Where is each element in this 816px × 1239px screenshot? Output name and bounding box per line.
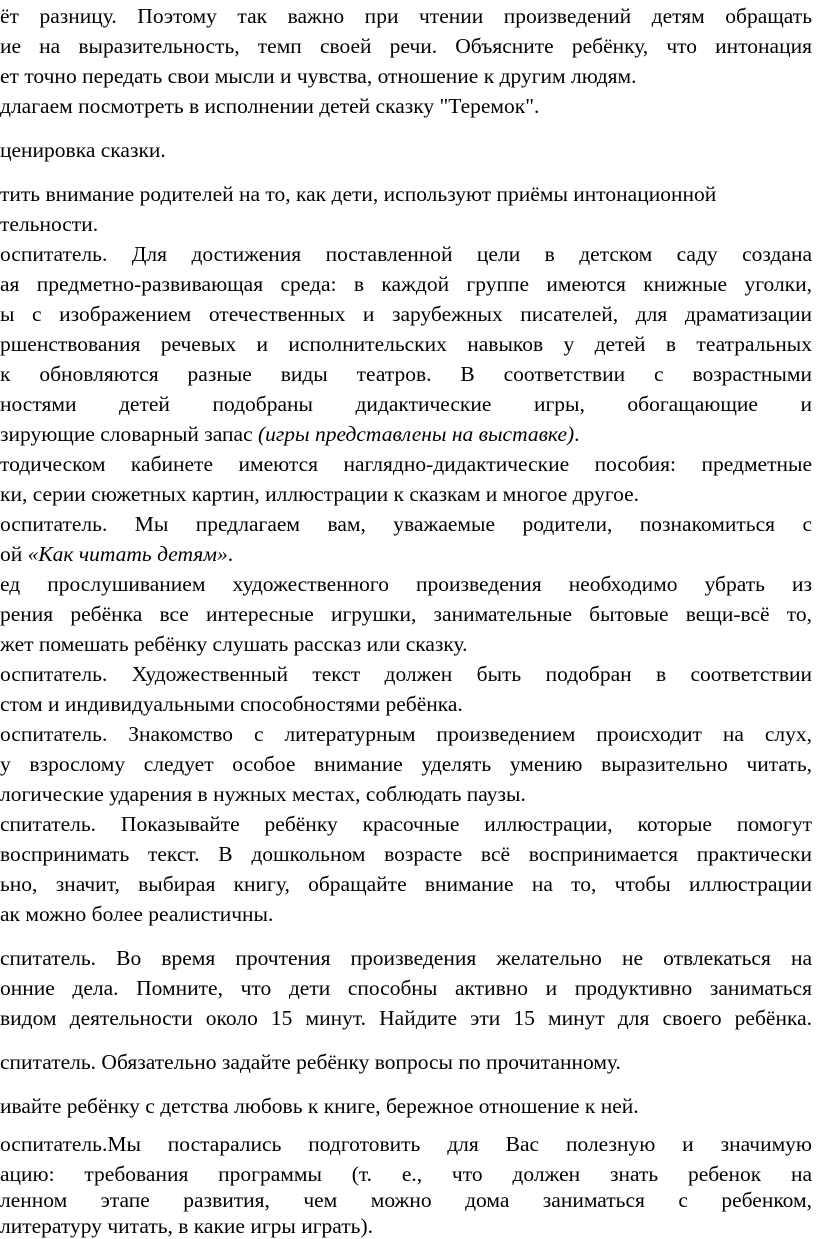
text-line: ршенствования речевых и исполнительских навыков у детей в театральных — [0, 332, 812, 356]
text-line: ед прослушиванием художественного произведения необходимо убрать из — [0, 572, 812, 596]
text-line: воспринимать текст. В дошкольном возрасте всё воспринимается практически — [0, 842, 812, 866]
text-line: ностями детей подобраны дидактические игры, обогащающие и — [0, 392, 812, 416]
text-line: ки, серии сюжетных картин, иллюстрации к сказкам и многое другое. — [0, 482, 640, 506]
text-line: оспитатель.Мы постарались подготовить для Вас полезную и значимую — [0, 1132, 812, 1156]
text-line: ая предметно-развивающая среда: в каждой группе имеются книжные уголки, — [0, 272, 812, 296]
text-line: ак можно более реалистичны. — [0, 902, 274, 926]
text-line: литературу читать, в какие игры играть). — [0, 1214, 374, 1238]
text-line: зирующие словарный запас (игры представлены на выставке). — [0, 422, 580, 446]
text-line: ьно, значит, выбирая книгу, обращайте внимание на то, чтобы иллюстрации — [0, 872, 812, 896]
text-line: оспитатель. Художественный текст должен быть подобран в соответствии — [0, 662, 812, 686]
text-line: ценировка сказки. — [0, 138, 166, 162]
text-line: к обновляются разные виды театров. В соответствии с возрастными — [0, 362, 812, 386]
text-line: ивайте ребёнку с детства любовь к книге, бережное отношение к ней. — [0, 1094, 639, 1118]
text-line: ой «Как читать детям». — [0, 542, 234, 566]
text-line: спитатель. Во время прочтения произведения желательно не отвлекаться на — [0, 946, 812, 970]
text-line: спитатель. Показывайте ребёнку красочные иллюстрации, которые помогут — [0, 812, 812, 836]
text-line: жет помешать ребёнку слушать рассказ или сказку. — [0, 632, 468, 656]
text-line: оспитатель. Мы предлагаем вам, уважаемые родители, познакомиться с — [0, 512, 812, 536]
text-line: видом деятельности около 15 минут. Найдите эти 15 минут для своего ребёнка. — [0, 1006, 812, 1030]
text-line: ет точно передать свои мысли и чувства, отношение к другим людям. — [0, 64, 637, 88]
text-line: ие на выразительность, темп своей речи. Объясните ребёнку, что интонация — [0, 34, 812, 58]
text-line: рения ребёнка все интересные игрушки, занимательные бытовые вещи-всё то, — [0, 602, 812, 626]
text-line: ленном этапе развития, чем можно дома заниматься с ребенком, — [0, 1188, 812, 1212]
text-line: ёт разницу. Поэтому так важно при чтении произведений детям обращать — [0, 4, 812, 28]
text-line: ацию: требования программы (т. е., что должен знать ребенок на — [0, 1162, 812, 1186]
text-line: тельности. — [0, 212, 99, 236]
text-line: длагаем посмотреть в исполнении детей сказку "Теремок". — [0, 94, 540, 118]
text-line: спитатель. Обязательно задайте ребёнку вопросы по прочитанному. — [0, 1050, 621, 1074]
text-line: онние дела. Помните, что дети способны активно и продуктивно заниматься — [0, 976, 812, 1000]
text-line: ы с изображением отечественных и зарубежных писателей, для драматизации — [0, 302, 812, 326]
text-line: стом и индивидуальными способностями ребёнка. — [0, 692, 463, 716]
text-line: оспитатель. Для достижения поставленной цели в детском саду создана — [0, 242, 812, 266]
text-line: тить внимание родителей на то, как дети, используют приёмы интонационной — [0, 182, 717, 206]
text-line: у взрослому следует особое внимание уделять умению выразительно читать, — [0, 752, 812, 776]
text-line: оспитатель. Знакомство с литературным произведением происходит на слух, — [0, 722, 812, 746]
text-line: тодическом кабинете имеются наглядно-дидактические пособия: предметные — [0, 452, 812, 476]
text-line: логические ударения в нужных местах, соблюдать паузы. — [0, 782, 526, 806]
